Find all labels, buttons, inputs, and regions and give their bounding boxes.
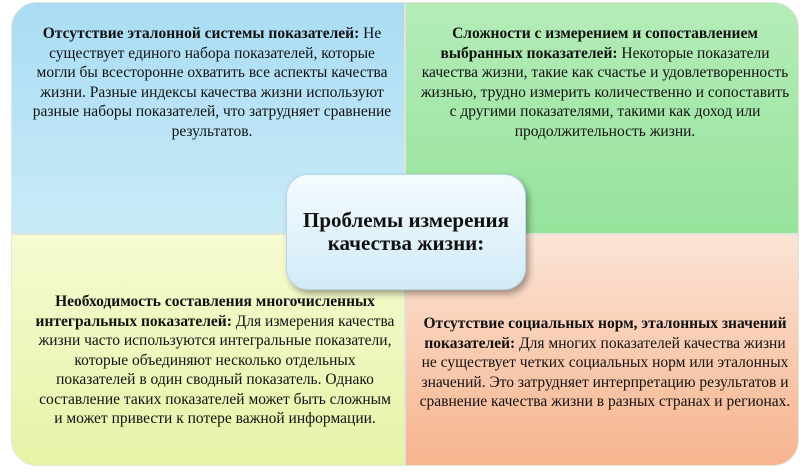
quadrant-text	[28, 24, 396, 141]
quadrant-text	[418, 24, 792, 141]
quadrant-heading: Отсутствие социальных норм, эталонных значений показателей:	[423, 315, 787, 352]
quadrant-heading: Сложности с измерением и сопоставлением выбранных показателей:	[440, 25, 758, 62]
quadrant-body: Не существует единого набора показателей, которые могли бы всесторонне охватить все аспекты качества жизни. Разные индексы качества жизни используют разные наборы показателей, что затрудняет сравнение результатов.	[32, 25, 392, 140]
quadrant-text	[418, 314, 792, 412]
quadrant-body: Некоторые показатели качества жизни, такие как счастье и удовлетворенность жизнью, трудно измерить количественно и сопоставить с другими показателями, такими как доход или продолжительность жизни.	[420, 44, 790, 140]
quadrant-heading: Необходимость составления многочисленных интегральных показателей:	[35, 293, 375, 330]
quadrant-text	[34, 292, 396, 429]
quadrant-body: Для многих показателей качества жизни не существует четких социальных норм или эталонных значений. Это затрудняет интерпретацию результатов и сравнение качества жизни в разных странах и регионах.	[419, 334, 791, 410]
center-title-box	[286, 174, 526, 290]
center-title: Проблемы измерения качества жизни:	[303, 208, 509, 255]
quadrant-body: Для измерения качества жизни часто используются интегральные показатели, которые объединяют несколько отдельных показателей в один сводный показатель. Однако составление таких показателей может быть сложным и может привести к потере важной информации.	[38, 312, 395, 427]
quadrant-heading: Отсутствие эталонной системы показателей:	[42, 25, 360, 42]
